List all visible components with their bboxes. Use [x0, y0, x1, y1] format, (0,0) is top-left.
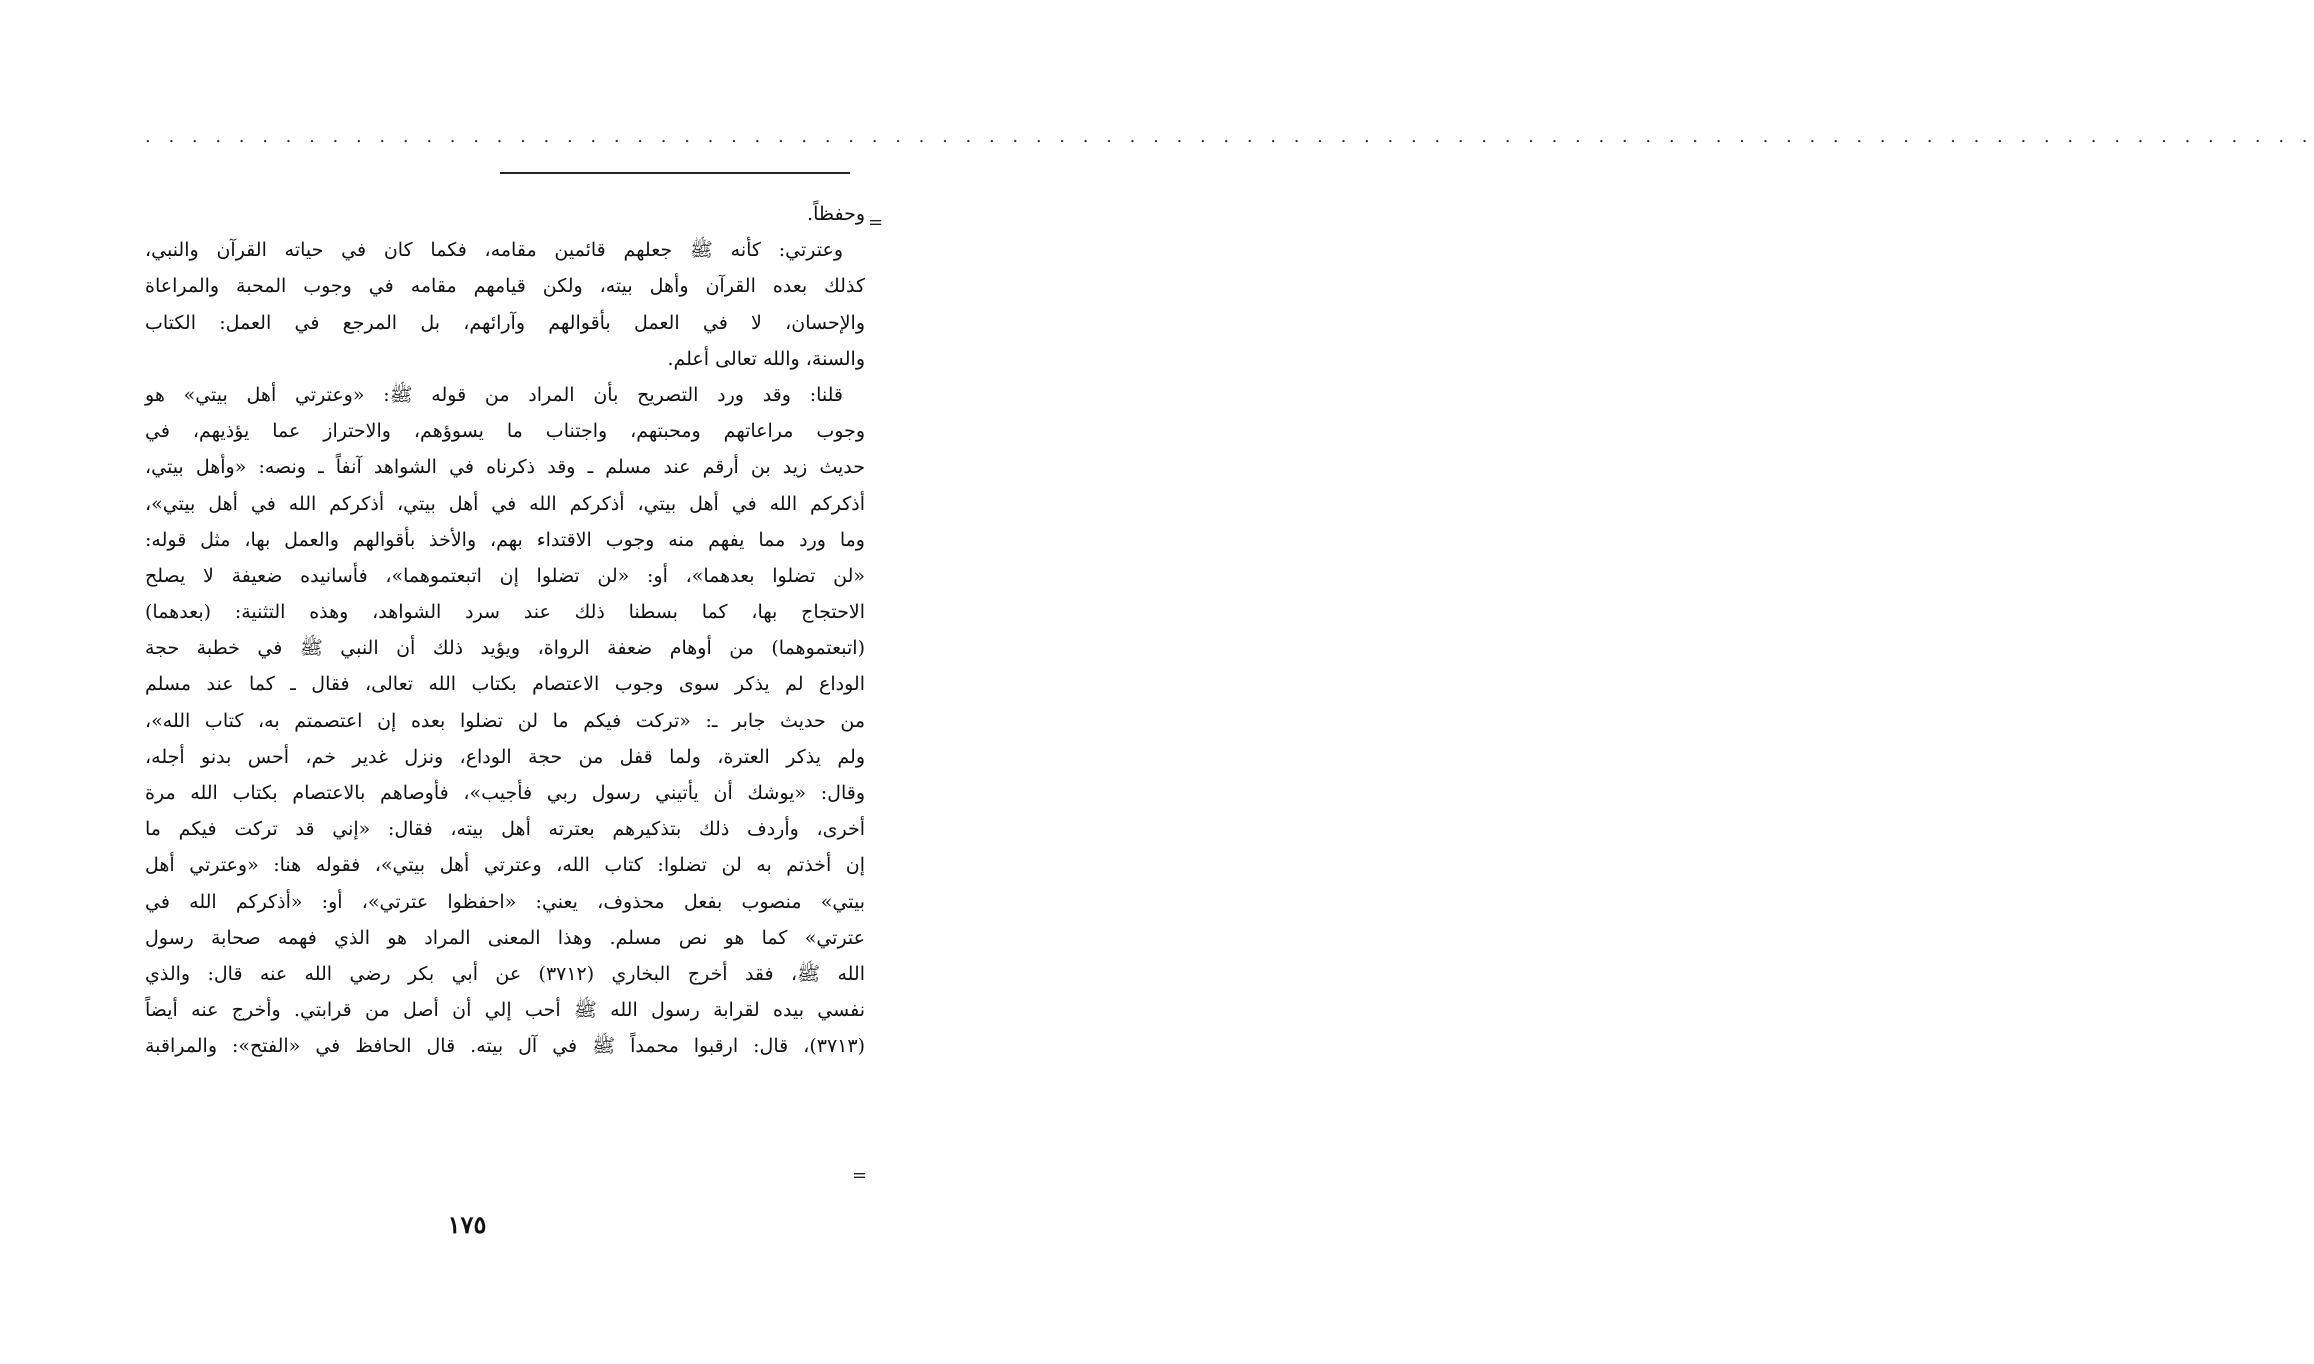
text-line: الاحتجاج بها، كما بسطنا ذلك عند سرد الشواهد، وهذه التثنية: (بعدهما): [145, 601, 865, 624]
text-line: وعترتي: كأنه ﷺ جعلهم قائمين مقامه، فكما كان في حياته القرآن والنبي،: [145, 239, 843, 262]
continuation-marker-bottom: =: [852, 1165, 868, 1186]
text-line: وحفظاً.: [807, 203, 865, 225]
text-line: الوداع لم يذكر سوى وجوب الاعتصام بكتاب الله تعالى، فقال ـ كما عند مسلم: [145, 673, 865, 696]
text-line: والإحسان، لا في العمل بأقوالهم وآرائهم، بل المرجع في العمل: الكتاب: [145, 311, 865, 334]
text-line: بيتي» منصوب بفعل محذوف، يعني: «احفظوا عترتي»، أو: «أذكركم الله في: [145, 890, 865, 913]
text-line: عترتي» كما هو نص مسلم. وهذا المعنى المراد هو الذي فهمه صحابة رسول: [145, 926, 865, 949]
text-line: وما ورد مما يفهم منه وجوب الاقتداء بهم، والأخذ بأقوالهم والعمل بها، مثل قوله:: [145, 528, 865, 551]
text-line: (٣٧١٣)، قال: ارقبوا محمداً ﷺ في آل بيته. قال الحافظ في «الفتح»: والمراقبة: [145, 1035, 865, 1058]
text-line: من حديث جابر ـ: «تركت فيكم ما لن تضلوا بعده إن اعتصمتم به، كتاب الله»،: [145, 709, 865, 732]
text-line: وقال: «يوشك أن يأتيني رسول ربي فأجيب»، فأوصاهم بالاعتصام بكتاب الله مرة: [145, 782, 865, 805]
text-line: (اتبعتموهما) من أوهام ضعفة الرواة، ويؤيد ذلك أن النبي ﷺ في خطبة حجة: [145, 637, 865, 660]
text-line: قلنا: وقد ورد التصريح بأن المراد من قوله ﷺ: «وعترتي أهل بيتي» هو: [145, 383, 843, 406]
text-line: إن أخذتم به لن تضلوا: كتاب الله، وعترتي أهل بيتي»، فقوله هنا: «وعترتي أهل: [145, 854, 865, 877]
text-line: حديث زيد بن أرقم عند مسلم ـ وقد ذكرناه في الشواهد آنفاً ـ ونصه: «وأهل بيتي،: [145, 456, 865, 479]
continuation-marker-top: =: [868, 212, 884, 233]
text-line: كذلك بعده القرآن وأهل بيته، ولكن قيامهم مقامه في وجوب المحبة والمراعاة: [145, 275, 865, 298]
body-text: [145, 196, 865, 1065]
text-line: «لن تضلوا بعدهما»، أو: «لن تضلوا إن اتبعتموهما»، فأسانيده ضعيفة لا يصلح: [145, 564, 865, 587]
text-line: نفسي بيده لقرابة رسول الله ﷺ أحب إلي أن أصل من قرابتي. وأخرج عنه أيضاً: [145, 999, 865, 1022]
text-line: والسنة، والله تعالى أعلم.: [667, 347, 865, 370]
footnote-rule: [500, 172, 850, 174]
separator-dots: . . . . . . . . . . . . . . . . . . . . . . . . . . . . . . . . . . . . . . . . . . . . . . . . . . . . . . . . . . . . . . . . . . . . . . . . . . . . . . . . . . . . . . . . . . . . .: [145, 126, 2314, 147]
text-line: الله ﷺ، فقد أخرج البخاري (٣٧١٢) عن أبي بكر رضي الله عنه قال: والذي: [145, 962, 865, 985]
text-line: أخرى، وأردف ذلك بتذكيرهم بعترته أهل بيته، فقال: «إني قد تركت فيكم ما: [145, 818, 865, 841]
text-line: وجوب مراعاتهم ومحبتهم، واجتناب ما يسوؤهم، والاحتراز عما يؤذيهم، في: [145, 420, 865, 443]
text-line: ولم يذكر العترة، ولما قفل من حجة الوداع، ونزل غدير خم، أحس بدنو أجله،: [145, 745, 865, 768]
page-number: ١٧٥: [447, 1210, 487, 1239]
text-line: أذكركم الله في أهل بيتي، أذكركم الله في أهل بيتي، أذكركم الله في أهل بيتي»،: [145, 492, 865, 515]
